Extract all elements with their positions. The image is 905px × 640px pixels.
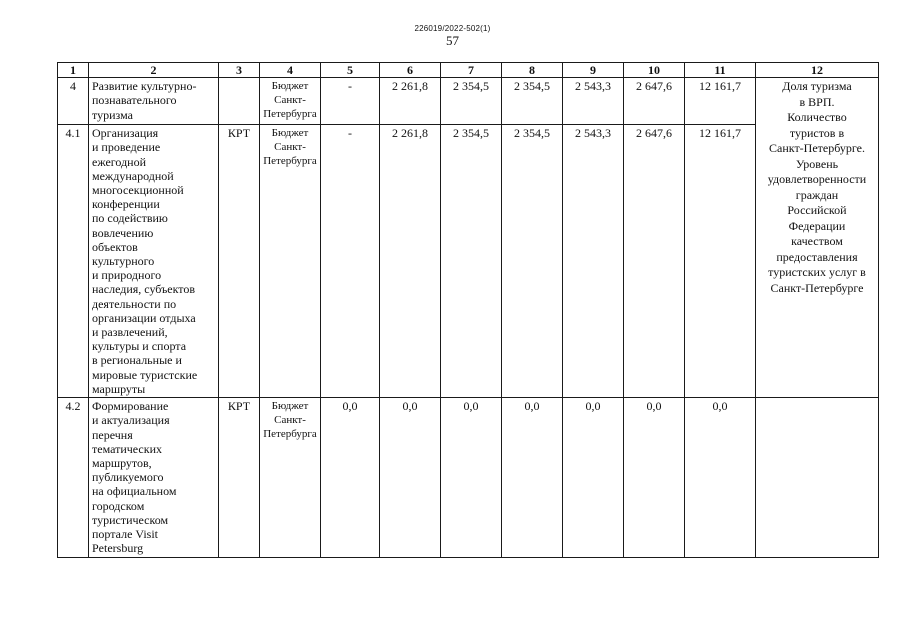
activity-name: Организация и проведение ежегодной международной многосекционной конференции по содействию вовлечению объектов культурного и природного наследия, субъектов деятельности по организации отдыха и развлечений, культуры и спорта в региональные и мировые туристские маршруты	[89, 125, 219, 398]
value-cell: 0,0	[502, 398, 563, 558]
value-cell: 0,0	[685, 398, 756, 558]
value-cell: 2 261,8	[380, 125, 441, 398]
value-cell: 2 354,5	[441, 78, 502, 125]
column-header: 3	[219, 63, 260, 78]
value-cell: -	[321, 78, 380, 125]
value-cell: 2 543,3	[563, 78, 624, 125]
value-cell: 2 354,5	[502, 125, 563, 398]
row-number: 4	[58, 78, 89, 125]
value-cell: 0,0	[321, 398, 380, 558]
executor-code: КРТ	[219, 125, 260, 398]
funding-source: Бюджет Санкт- Петербурга	[260, 78, 321, 125]
value-cell: 2 261,8	[380, 78, 441, 125]
column-header: 12	[756, 63, 879, 78]
header-row	[58, 63, 879, 78]
value-cell: 0,0	[563, 398, 624, 558]
column-header: 10	[624, 63, 685, 78]
column-header: 5	[321, 63, 380, 78]
value-cell: 2 543,3	[563, 125, 624, 398]
value-cell: 0,0	[624, 398, 685, 558]
value-cell: 2 647,6	[624, 78, 685, 125]
table-row	[58, 125, 879, 398]
value-cell: 2 354,5	[441, 125, 502, 398]
column-header: 9	[563, 63, 624, 78]
value-cell: 2 354,5	[502, 78, 563, 125]
value-cell: 12 161,7	[685, 78, 756, 125]
column-header: 1	[58, 63, 89, 78]
column-header: 11	[685, 63, 756, 78]
executor-code	[219, 78, 260, 125]
column-header: 4	[260, 63, 321, 78]
document-id: 226019/2022-502(1)	[414, 24, 491, 33]
table-row	[58, 78, 879, 125]
program-table	[57, 62, 879, 558]
funding-source: Бюджет Санкт- Петербурга	[260, 398, 321, 558]
value-cell: 12 161,7	[685, 125, 756, 398]
table-row	[58, 398, 879, 558]
column-header: 8	[502, 63, 563, 78]
value-cell: -	[321, 125, 380, 398]
expected-results: Доля туризма в ВРП. Количество туристов в Санкт-Петербурге. Уровень удовлетворенности граждан Российской Федерации качеством предоставления туристских услуг в Санкт-Петербурге	[756, 78, 879, 398]
funding-source: Бюджет Санкт- Петербурга	[260, 125, 321, 398]
activity-name: Формирование и актуализация перечня тематических маршрутов, публикуемого на официальном городском туристическом портале Visit Petersburg	[89, 398, 219, 558]
row-number: 4.1	[58, 125, 89, 398]
empty-cell	[756, 398, 879, 558]
executor-code: КРТ	[219, 398, 260, 558]
value-cell: 2 647,6	[624, 125, 685, 398]
column-header: 7	[441, 63, 502, 78]
value-cell: 0,0	[441, 398, 502, 558]
value-cell: 0,0	[380, 398, 441, 558]
page-number: 57	[446, 33, 459, 48]
activity-name: Развитие культурно- познавательного туризма	[89, 78, 219, 125]
column-header: 2	[89, 63, 219, 78]
column-header: 6	[380, 63, 441, 78]
row-number: 4.2	[58, 398, 89, 558]
